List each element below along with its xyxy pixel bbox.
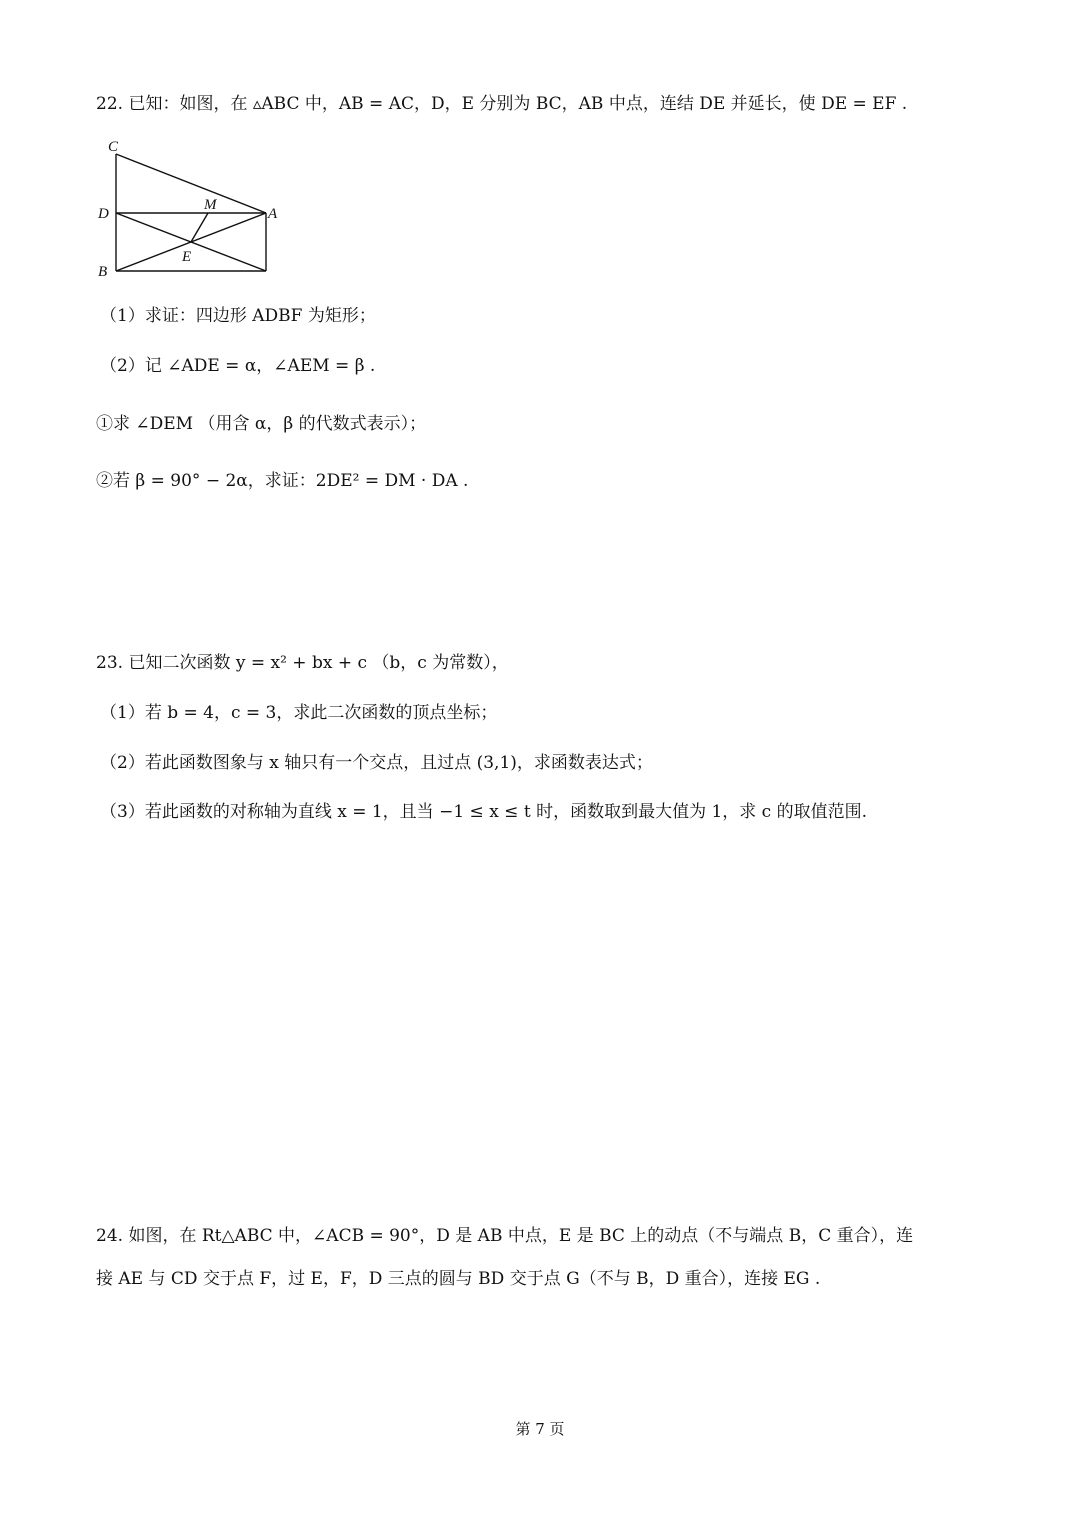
label-d: D <box>98 206 109 222</box>
page-number: 第 7 页 <box>515 1420 565 1438</box>
segment-ca <box>116 154 266 213</box>
q22-part1: （1）求证：四边形 ADBF 为矩形； <box>100 306 376 326</box>
label-e: E <box>182 249 192 265</box>
q23-part1: （1）若 b = 4，c = 3，求此二次函数的顶点坐标； <box>100 703 498 723</box>
q22-subpart2: ②若 β = 90° − 2α，求证：2DE² = DM · DA . <box>96 471 469 491</box>
q23-part3: （3）若此函数的对称轴为直线 x = 1，且当 −1 ≤ x ≤ t 时，函数取到最大值为 1，求 c 的取值范围. <box>100 802 868 822</box>
segment-em <box>191 213 208 242</box>
q22-figure <box>92 132 282 282</box>
label-b: B <box>98 264 108 280</box>
label-m: M <box>204 197 217 213</box>
q23-stem: 23. 已知二次函数 y = x² + bx + c （b，c 为常数）， <box>96 653 509 673</box>
q22-subpart1: ①求 ∠DEM （用含 α，β 的代数式表示）； <box>96 414 427 434</box>
q22-stem: 22. 已知：如图，在 ▵ABC 中，AB = AC，D，E 分别为 BC，AB 中点，连结 DE 并延长，使 DE = EF . <box>96 94 908 114</box>
q24-line2: 接 AE 与 CD 交于点 F，过 E，F，D 三点的圆与 BD 交于点 G（不与 B，D 重合），连接 EG . <box>96 1269 821 1289</box>
q24-line1: 24. 如图，在 Rt△ABC 中，∠ACB = 90°，D 是 AB 中点，E 是 BC 上的动点（不与端点 B，C 重合），连 <box>96 1226 914 1246</box>
q22-geometry-diagram <box>92 132 282 282</box>
q23-part2: （2）若此函数图象与 x 轴只有一个交点，且过点 (3,1)，求函数表达式； <box>100 753 653 773</box>
label-a: A <box>268 206 278 222</box>
q22-part2: （2）记 ∠ADE = α，∠AEM = β . <box>100 356 376 376</box>
label-c: C <box>108 139 119 155</box>
